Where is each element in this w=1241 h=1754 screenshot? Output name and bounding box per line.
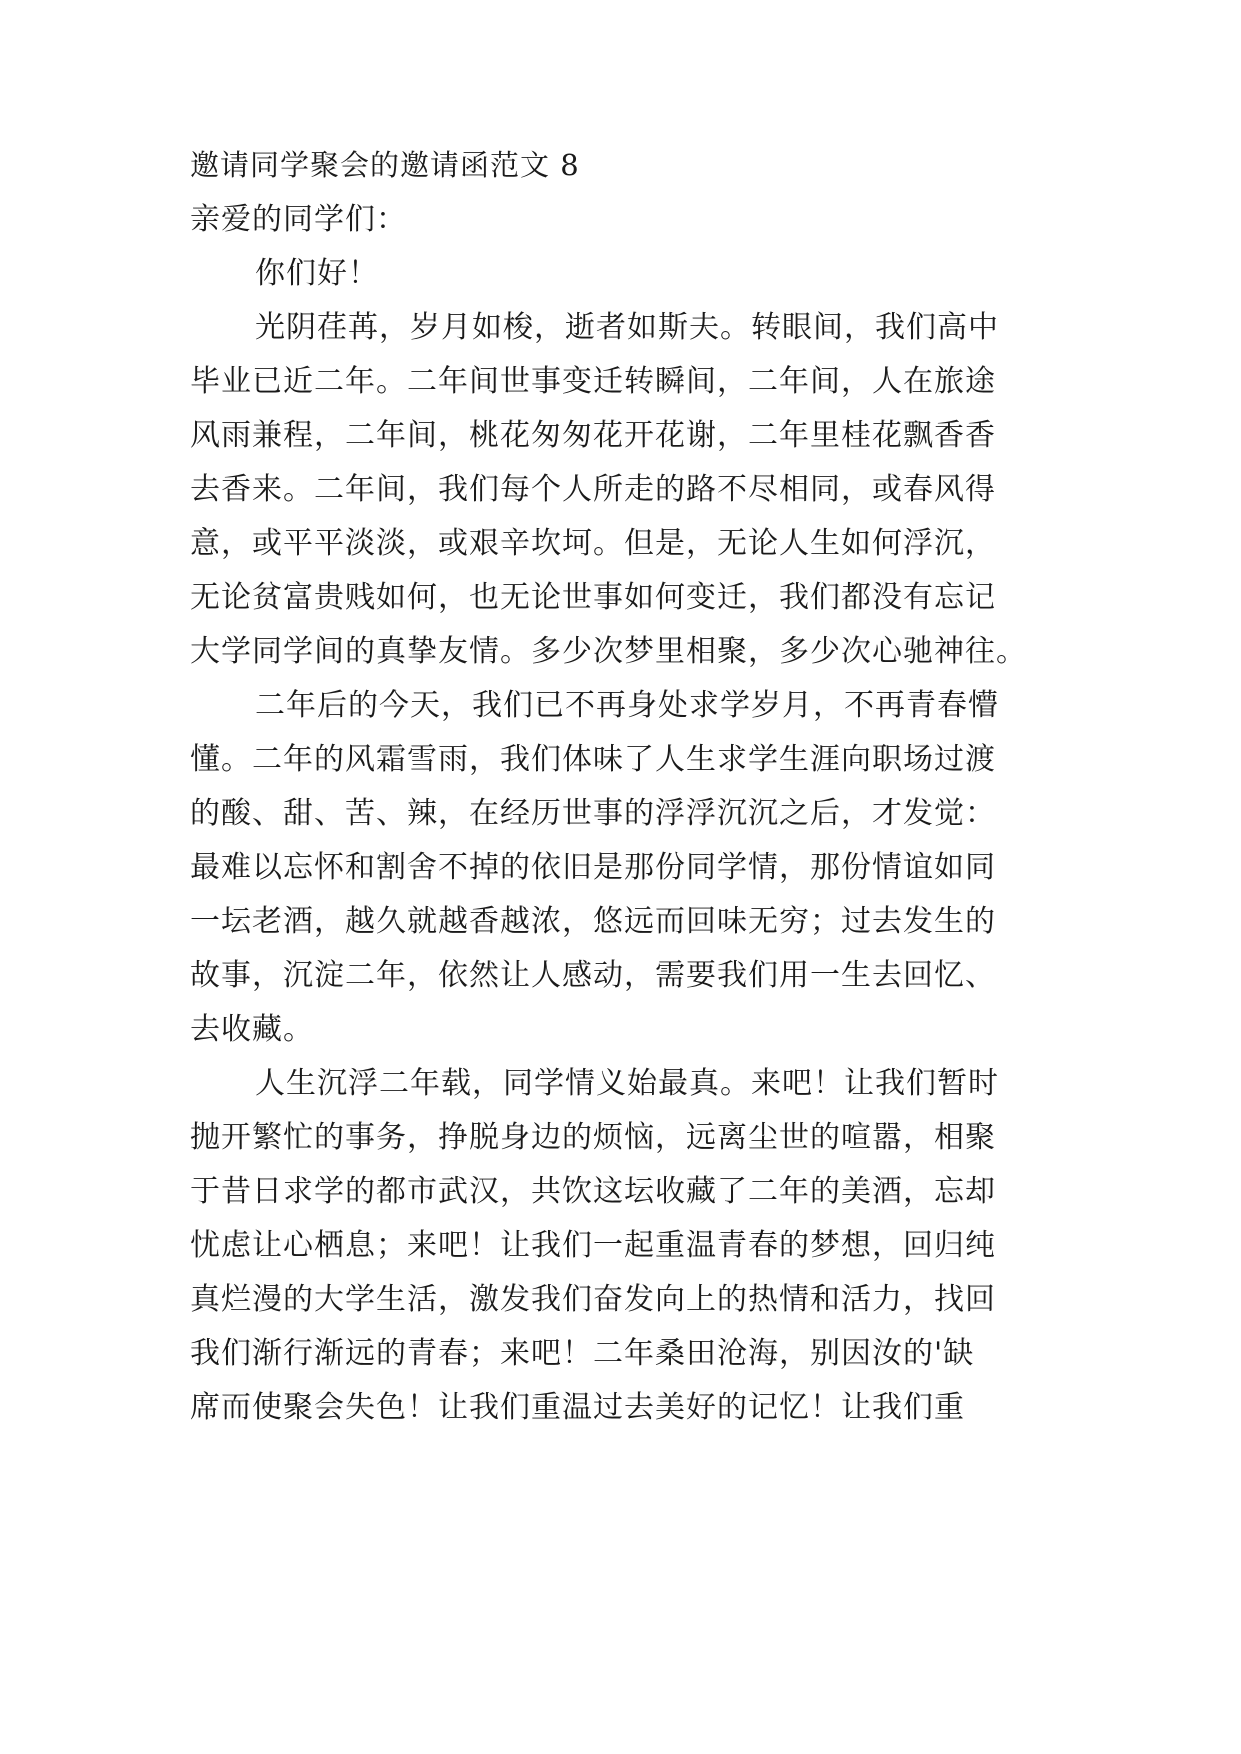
paragraph-2-line: 去收藏。 <box>190 1012 314 1047</box>
paragraph-2-line: 一坛老酒，越久就越香越浓，悠远而回味无穷；过去发生的 <box>190 904 996 939</box>
paragraph-3-line: 我们渐行渐远的青春；来吧！二年桑田沧海，别因汝的'缺 <box>190 1336 975 1371</box>
paragraph-3-line: 抛开繁忙的事务，挣脱身边的烦恼，远离尘世的喧嚣，相聚 <box>190 1120 996 1155</box>
paragraph-3-line: 忧虑让心栖息；来吧！让我们一起重温青春的梦想，回归纯 <box>190 1228 996 1263</box>
paragraph-3-line: 人生沉浮二年载，同学情义始最真。来吧！让我们暂时 <box>255 1066 999 1101</box>
paragraph-2-line: 最难以忘怀和割舍不掉的依旧是那份同学情，那份情谊如同 <box>190 850 996 885</box>
paragraph-3-line: 席而使聚会失色！让我们重温过去美好的记忆！让我们重 <box>190 1390 965 1425</box>
paragraph-1-line: 光阴荏苒，岁月如梭，逝者如斯夫。转眼间，我们高中 <box>255 310 999 345</box>
paragraph-1-line: 意，或平平淡淡，或艰辛坎坷。但是，无论人生如何浮沉， <box>190 526 996 561</box>
paragraph-3-line: 于昔日求学的都市武汉，共饮这坛收藏了二年的美酒，忘却 <box>190 1174 996 1209</box>
paragraph-3-line: 真烂漫的大学生活，激发我们奋发向上的热情和活力，找回 <box>190 1282 996 1317</box>
paragraph-2-line: 二年后的今天，我们已不再身处求学岁月，不再青春懵 <box>255 688 999 723</box>
paragraph-2-line: 故事，沉淀二年，依然让人感动，需要我们用一生去回忆、 <box>190 958 996 993</box>
greeting: 你们好！ <box>255 256 379 291</box>
paragraph-1-line: 去香来。二年间，我们每个人所走的路不尽相同，或春风得 <box>190 472 996 507</box>
salutation: 亲爱的同学们： <box>190 202 407 237</box>
paragraph-2-line: 的酸、甜、苦、辣，在经历世事的浮浮沉沉之后，才发觉： <box>190 796 996 831</box>
paragraph-1-line: 无论贫富贵贱如何，也无论世事如何变迁，我们都没有忘记 <box>190 580 996 615</box>
paragraph-1-line: 风雨兼程，二年间，桃花匆匆花开花谢，二年里桂花飘香香 <box>190 418 996 453</box>
paragraph-1-line: 毕业已近二年。二年间世事变迁转瞬间，二年间，人在旅途 <box>190 364 996 399</box>
paragraph-1-line: 大学同学间的真挚友情。多少次梦里相聚，多少次心驰神往。 <box>190 634 1027 669</box>
paragraph-2-line: 懂。二年的风霜雪雨，我们体味了人生求学生涯向职场过渡 <box>190 742 996 777</box>
document-title: 邀请同学聚会的邀请函范文 8 <box>190 148 580 182</box>
